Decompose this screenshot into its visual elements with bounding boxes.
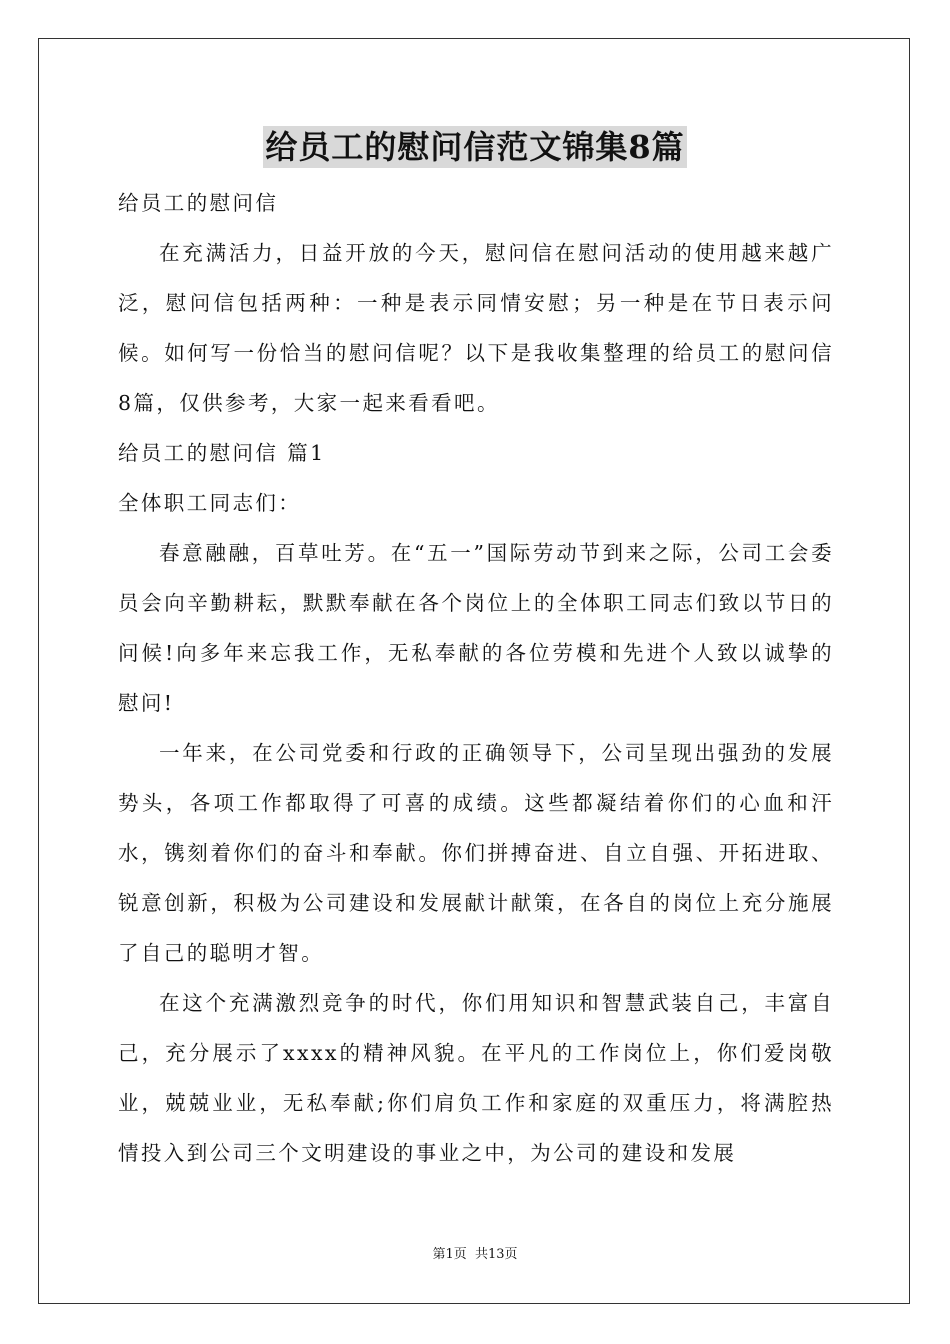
paragraph: 在这个充满激烈竞争的时代，你们用知识和智慧武装自己，丰富自己，充分展示了xxxx的精神风貌。在平凡的工作岗位上，你们爱岗敬业，兢兢业业，无私奉献;你们肩负工作和家庭的双重压力，将满腔热情投入到公司三个文明建设的事业之中，为公司的建设和发展	[118, 991, 834, 1165]
section-heading: 给员工的慰问信 篇1	[118, 441, 326, 465]
paragraph-heading: 给员工的慰问信	[118, 191, 279, 215]
page-number: 第1页	[432, 1247, 467, 1262]
paragraph-intro: 在充满活力，日益开放的今天，慰问信在慰问活动的使用越来越广泛，慰问信包括两种：一种是表示同情安慰；另一种是在节日表示问候。如何写一份恰当的慰问信呢？以下是我收集整理的给员工的慰问信8篇，仅供参考，大家一起来看看吧。	[118, 241, 834, 415]
title-container	[0, 126, 950, 168]
total-pages: 共13页	[474, 1247, 518, 1262]
salutation: 全体职工同志们：	[118, 491, 302, 515]
document-body	[118, 178, 834, 1178]
paragraph: 春意融融，百草吐芳。在“五一”国际劳动节到来之际，公司工会委员会向辛勤耕耘，默默奉献在各个岗位上的全体职工同志们致以节日的问候!向多年来忘我工作，无私奉献的各位劳模和先进个人致以诚挚的慰问!	[118, 541, 834, 715]
paragraph: 一年来，在公司党委和行政的正确领导下，公司呈现出强劲的发展势头，各项工作都取得了可喜的成绩。这些都凝结着你们的心血和汗水，镌刻着你们的奋斗和奉献。你们拼搏奋进、自立自强、开拓进取、锐意创新，积极为公司建设和发展献计献策，在各自的岗位上充分施展了自己的聪明才智。	[118, 741, 834, 965]
page-footer	[0, 1247, 950, 1263]
document-title: 给员工的慰问信范文锦集8篇	[265, 128, 685, 166]
